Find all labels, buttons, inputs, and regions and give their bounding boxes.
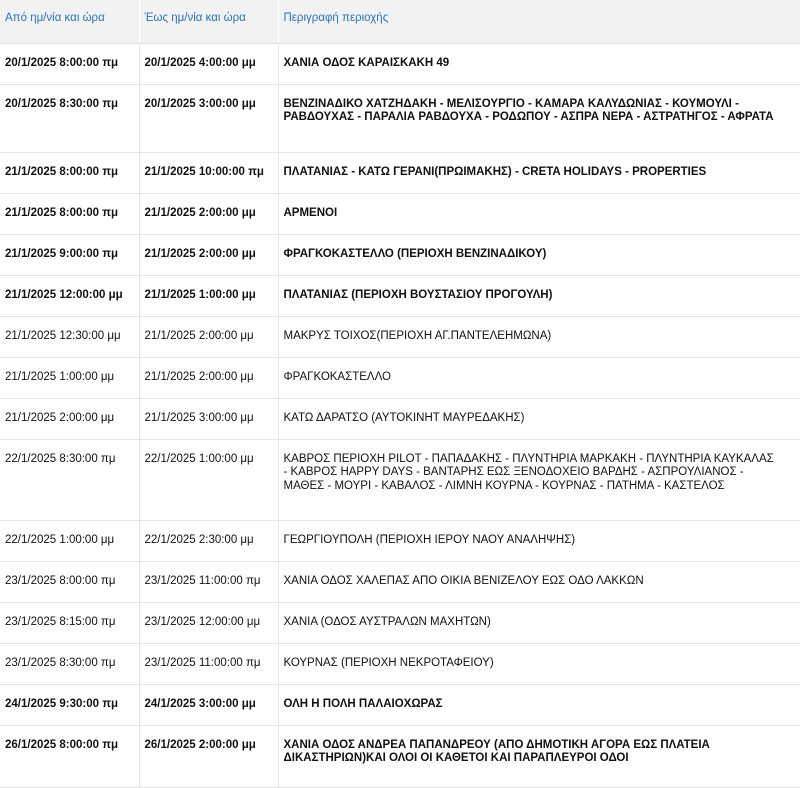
cell-from: 21/1/2025 1:00:00 μμ — [0, 357, 139, 398]
table-row — [0, 439, 800, 520]
table-row — [0, 234, 800, 275]
table-header-row — [0, 0, 800, 43]
cell-area: ΧΑΝΙΑ ΟΔΟΣ ΧΑΛΕΠΑΣ ΑΠΟ ΟΙΚΙΑ ΒΕΝΙΖΕΛΟΥ ΕΩΣ ΟΔΟ ΛΑΚΚΩΝ — [278, 561, 800, 602]
cell-area: ΧΑΝΙΑ ΟΔΟΣ ΑΝΔΡΕΑ ΠΑΠΑΝΔΡΕΟΥ (ΑΠΟ ΔΗΜΟΤΙΚΗ ΑΓΟΡΑ ΕΩΣ ΠΛΑΤΕΙΑ ΔΙΚΑΣΤΗΡΙΩΝ)ΚΑΙ ΟΛΟΙ ΟΙ ΚΑΘΕΤΟΙ ΚΑΙ ΠΑΡΑΠΛΕΥΡΟΙ ΟΔΟΙ — [278, 725, 800, 787]
cell-from: 23/1/2025 8:00:00 πμ — [0, 561, 139, 602]
cell-to: 26/1/2025 2:00:00 μμ — [139, 725, 278, 787]
cell-from: 23/1/2025 8:15:00 πμ — [0, 602, 139, 643]
cell-from: 21/1/2025 9:00:00 πμ — [0, 234, 139, 275]
header-area-description[interactable]: Περιγραφή περιοχής — [278, 0, 800, 43]
cell-area: ΠΛΑΤΑΝΙΑΣ - ΚΑΤΩ ΓΕΡΑΝΙ(ΠΡΩΙΜΑΚΗΣ) - CRETA HOLIDAYS - PROPERTIES — [278, 152, 800, 193]
cell-to: 22/1/2025 2:30:00 μμ — [139, 520, 278, 561]
cell-area: ΧΑΝΙΑ (ΟΔΟΣ ΑΥΣΤΡΑΛΩΝ ΜΑΧΗΤΩΝ) — [278, 602, 800, 643]
cell-to: 21/1/2025 10:00:00 πμ — [139, 152, 278, 193]
cell-to: 21/1/2025 1:00:00 μμ — [139, 275, 278, 316]
cell-from: 21/1/2025 8:00:00 πμ — [0, 152, 139, 193]
cell-area: ΟΛΗ Η ΠΟΛΗ ΠΑΛΑΙΟΧΩΡΑΣ — [278, 684, 800, 725]
table-row — [0, 152, 800, 193]
cell-to: 20/1/2025 4:00:00 μμ — [139, 43, 278, 84]
cell-to: 22/1/2025 1:00:00 μμ — [139, 439, 278, 520]
cell-from: 23/1/2025 8:30:00 πμ — [0, 643, 139, 684]
table-row — [0, 43, 800, 84]
table-row — [0, 275, 800, 316]
cell-from: 21/1/2025 8:00:00 πμ — [0, 193, 139, 234]
table-row — [0, 520, 800, 561]
cell-from: 22/1/2025 1:00:00 μμ — [0, 520, 139, 561]
table-row — [0, 684, 800, 725]
cell-from: 20/1/2025 8:00:00 πμ — [0, 43, 139, 84]
cell-to: 21/1/2025 2:00:00 μμ — [139, 316, 278, 357]
cell-from: 21/1/2025 12:00:00 μμ — [0, 275, 139, 316]
cell-area: ΦΡΑΓΚΟΚΑΣΤΕΛΛΟ (ΠΕΡΙΟΧΗ ΒΕΝΖΙΝΑΔΙΚΟΥ) — [278, 234, 800, 275]
cell-area: ΚΑΒΡΟΣ ΠΕΡΙΟΧΗ PILOT - ΠΑΠΑΔΑΚΗΣ - ΠΛΥΝΤΗΡΙΑ ΜΑΡΚΑΚΗ - ΠΛΥΝΤΗΡΙΑ ΚΑΥΚΑΛΑΣ - ΚΑΒΡΟΣ HAPPY DAYS - ΒΑΝΤΑΡΗΣ ΕΩΣ ΞΕΝΟΔΟΧΕΙΟ ΒΑΡΔΗΣ - ΑΣΠΡΟΥΛΙΑΝΟΣ - ΜΑΘΕΣ - ΜΟΥΡΙ - ΚΑΒΑΛΟΣ - ΛΙΜΝΗ ΚΟΥΡΝΑ - ΚΟΥΡΝΑΣ - ΠΑΤΗΜΑ - ΚΑΣΤΕΛΟΣ — [278, 439, 800, 520]
cell-from: 21/1/2025 2:00:00 μμ — [0, 398, 139, 439]
cell-area: ΚΑΤΩ ΔΑΡΑΤΣΟ (ΑΥΤΟΚΙΝΗΤ ΜΑΥΡΕΔΑΚΗΣ) — [278, 398, 800, 439]
table-row — [0, 561, 800, 602]
table-row — [0, 193, 800, 234]
table-row — [0, 84, 800, 152]
table-row — [0, 398, 800, 439]
cell-to: 23/1/2025 11:00:00 πμ — [139, 561, 278, 602]
cell-to: 24/1/2025 3:00:00 μμ — [139, 684, 278, 725]
cell-area: ΠΛΑΤΑΝΙΑΣ (ΠΕΡΙΟΧΗ ΒΟΥΣΤΑΣΙΟΥ ΠΡΟΓΟΥΛΗ) — [278, 275, 800, 316]
table-row — [0, 316, 800, 357]
table-row — [0, 643, 800, 684]
cell-area: ΧΑΝΙΑ ΟΔΟΣ ΚΑΡΑΙΣΚΑΚΗ 49 — [278, 43, 800, 84]
cell-area: ΚΟΥΡΝΑΣ (ΠΕΡΙΟΧΗ ΝΕΚΡΟΤΑΦΕΙΟΥ) — [278, 643, 800, 684]
table-row — [0, 357, 800, 398]
cell-to: 23/1/2025 11:00:00 πμ — [139, 643, 278, 684]
cell-to: 21/1/2025 2:00:00 μμ — [139, 193, 278, 234]
cell-from: 21/1/2025 12:30:00 μμ — [0, 316, 139, 357]
cell-from: 20/1/2025 8:30:00 πμ — [0, 84, 139, 152]
header-from-datetime[interactable]: Από ημ/νία και ώρα — [0, 0, 139, 43]
cell-area: ΓΕΩΡΓΙΟΥΠΟΛΗ (ΠΕΡΙΟΧΗ ΙΕΡΟΥ ΝΑΟΥ ΑΝΑΛΗΨΗΣ) — [278, 520, 800, 561]
cell-area: ΑΡΜΕΝΟΙ — [278, 193, 800, 234]
cell-from: 26/1/2025 8:00:00 πμ — [0, 725, 139, 787]
cell-area: ΒΕΝΖΙΝΑΔΙΚΟ ΧΑΤΖΗΔΑΚΗ - ΜΕΛΙΣΟΥΡΓΙΟ - ΚΑΜΑΡΑ ΚΑΛΥΔΩΝΙΑΣ - ΚΟΥΜΟΥΛΙ - ΡΑΒΔΟΥΧΑΣ - ΠΑΡΑΛΙΑ ΡΑΒΔΟΥΧΑ - ΡΟΔΩΠΟΥ - ΑΣΠΡΑ ΝΕΡΑ - ΑΣΤΡΑΤΗΓΟΣ - ΑΦΡΑΤΑ — [278, 84, 800, 152]
cell-to: 21/1/2025 2:00:00 μμ — [139, 357, 278, 398]
cell-to: 20/1/2025 3:00:00 μμ — [139, 84, 278, 152]
cell-from: 24/1/2025 9:30:00 πμ — [0, 684, 139, 725]
cell-area: ΦΡΑΓΚΟΚΑΣΤΕΛΛΟ — [278, 357, 800, 398]
cell-to: 21/1/2025 2:00:00 μμ — [139, 234, 278, 275]
cell-to: 23/1/2025 12:00:00 μμ — [139, 602, 278, 643]
cell-area: ΜΑΚΡΥΣ ΤΟΙΧΟΣ(ΠΕΡΙΟΧΗ ΑΓ.ΠΑΝΤΕΛΕΗΜΩΝΑ) — [278, 316, 800, 357]
cell-from: 22/1/2025 8:30:00 πμ — [0, 439, 139, 520]
header-to-datetime[interactable]: Έως ημ/νία και ώρα — [139, 0, 278, 43]
table-row — [0, 602, 800, 643]
cell-to: 21/1/2025 3:00:00 μμ — [139, 398, 278, 439]
